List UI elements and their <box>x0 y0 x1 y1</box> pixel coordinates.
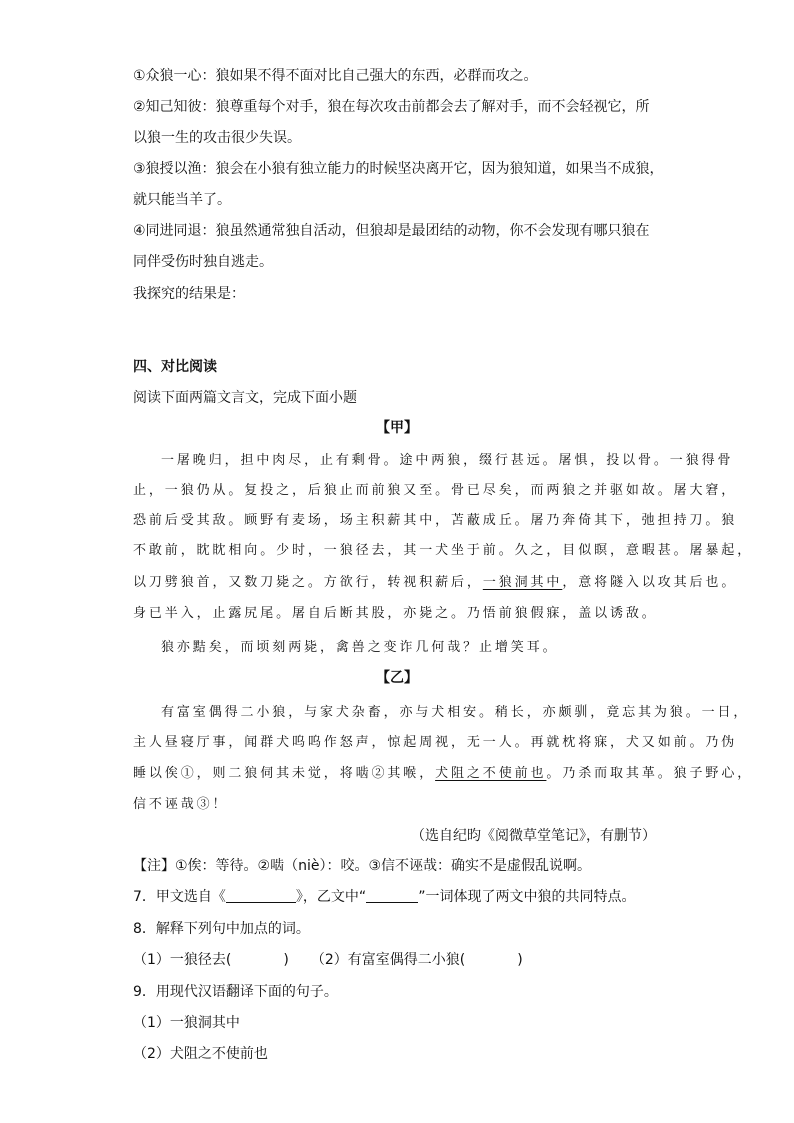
underlined-phrase: 犬阻之不使前也 <box>435 766 547 781</box>
passage-yi-heading: 【乙】 <box>376 670 418 686</box>
passage-jia-line: 一屠晚归，担中肉尽，止有剩骨。途中两狼，缀行甚远。屠惧，投以骨。一狼得骨 <box>161 453 734 468</box>
answer-blank[interactable] <box>366 888 418 903</box>
question-7: 7．甲文选自《 》，乙文中“ ”一词体现了两文中狼的共同特点。 <box>133 889 636 905</box>
passage-jia-line: 狼亦黠矣，而顷刻两毙，禽兽之变诈几何哉？止增笑耳。 <box>161 640 559 655</box>
question-9: 9．用现代汉语翻译下面的句子。 <box>133 984 338 1000</box>
passage-jia-line: 身已半入，止露尻尾。屠自后断其股，亦毙之。乃悟前狼假寐，盖以诱敌。 <box>133 606 658 621</box>
question-9-item-1: （1）一狼洞其中 <box>133 1015 240 1031</box>
research-item-2-line-2: 以狼一生的攻击很少失误。 <box>133 130 301 146</box>
question-9-item-2: （2）犬阻之不使前也 <box>133 1046 268 1062</box>
passage-jia-heading: 【甲】 <box>376 420 418 436</box>
passage-jia-line: 止，一狼仍从。复投之，后狼止而前狼又至。骨已尽矣，而两狼之并驱如故。屠大窘， <box>133 483 738 498</box>
research-item-3-line-2: 就只能当羊了。 <box>133 192 231 208</box>
passage-yi-text: 睡以俟①，则二狼伺其未觉，将啮②其喉， <box>133 766 436 781</box>
research-item-2-line-1: ②知己知彼：狼尊重每个对手，狼在每次攻击前都会去了解对手，而不会轻视它，所 <box>133 99 650 115</box>
research-item-4-line-2: 同伴受伤时独自逃走。 <box>133 254 273 270</box>
passage-jia-text: ，意将隧入以攻其后也。 <box>562 575 738 590</box>
underlined-phrase: 一狼洞其中 <box>482 575 563 590</box>
section-instruction: 阅读下面两篇文言文，完成下面小题 <box>133 390 357 406</box>
research-result-label: 我探究的结果是： <box>133 286 245 302</box>
passage-jia-line: 不敢前，眈眈相向。少时，一狼径去，其一犬坐于前。久之，目似瞑，意暇甚。屠暴起， <box>133 543 754 558</box>
passage-jia-line: 恐前后受其敌。顾野有麦场，场主积薪其中，苫蔽成丘。屠乃奔倚其下，弛担持刀。狼 <box>133 513 738 528</box>
research-item-4-line-1: ④同进同退：狼虽然通常独自活动，但狼却是最团结的动物，你不会发现有哪只狼在 <box>133 223 650 239</box>
passage-yi-line: 主人昼寝厅事，闻群犬呜呜作怒声，惊起周视，无一人。再就枕将寐，犬又如前。乃伪 <box>133 735 738 750</box>
annotation-note: 【注】①俟：等待。②啮（niè）：咬。③信不诬哉：确实不是虚假乱说啊。 <box>133 858 592 874</box>
passage-yi-source: （选自纪昀《阅微草堂笔记》，有删节） <box>411 828 656 844</box>
section-title: 四、对比阅读 <box>133 359 217 375</box>
passage-jia-line <box>133 573 737 593</box>
question-8: 8．解释下列句中加点的词。 <box>133 921 310 937</box>
passage-yi-line: 有富室偶得二小狼，与家犬杂畜，亦与犬相安。稍长，亦颇驯，竟忘其为狼。一日， <box>161 705 750 720</box>
research-item-1: ①众狼一心：狼如果不得不面对比自己强大的东西，必群而攻之。 <box>133 68 538 84</box>
research-item-3-line-1: ③狼授以渔：狼会在小狼有独立能力的时候坚决离开它，因为狼知道，如果当不成狼， <box>133 161 664 177</box>
question-8-items: （1）一狼径去( ) （2）有富室偶得二小狼( ) <box>133 952 523 968</box>
answer-blank[interactable] <box>226 888 296 903</box>
passage-yi-text: 。乃杀而取其革。狼子野心， <box>546 766 754 781</box>
passage-yi-line <box>133 764 753 784</box>
passage-jia-text: 以刀劈狼首，又数刀毙之。方欲行，转视积薪后， <box>133 575 483 590</box>
passage-yi-line: 信不诬哉③！ <box>133 797 229 812</box>
